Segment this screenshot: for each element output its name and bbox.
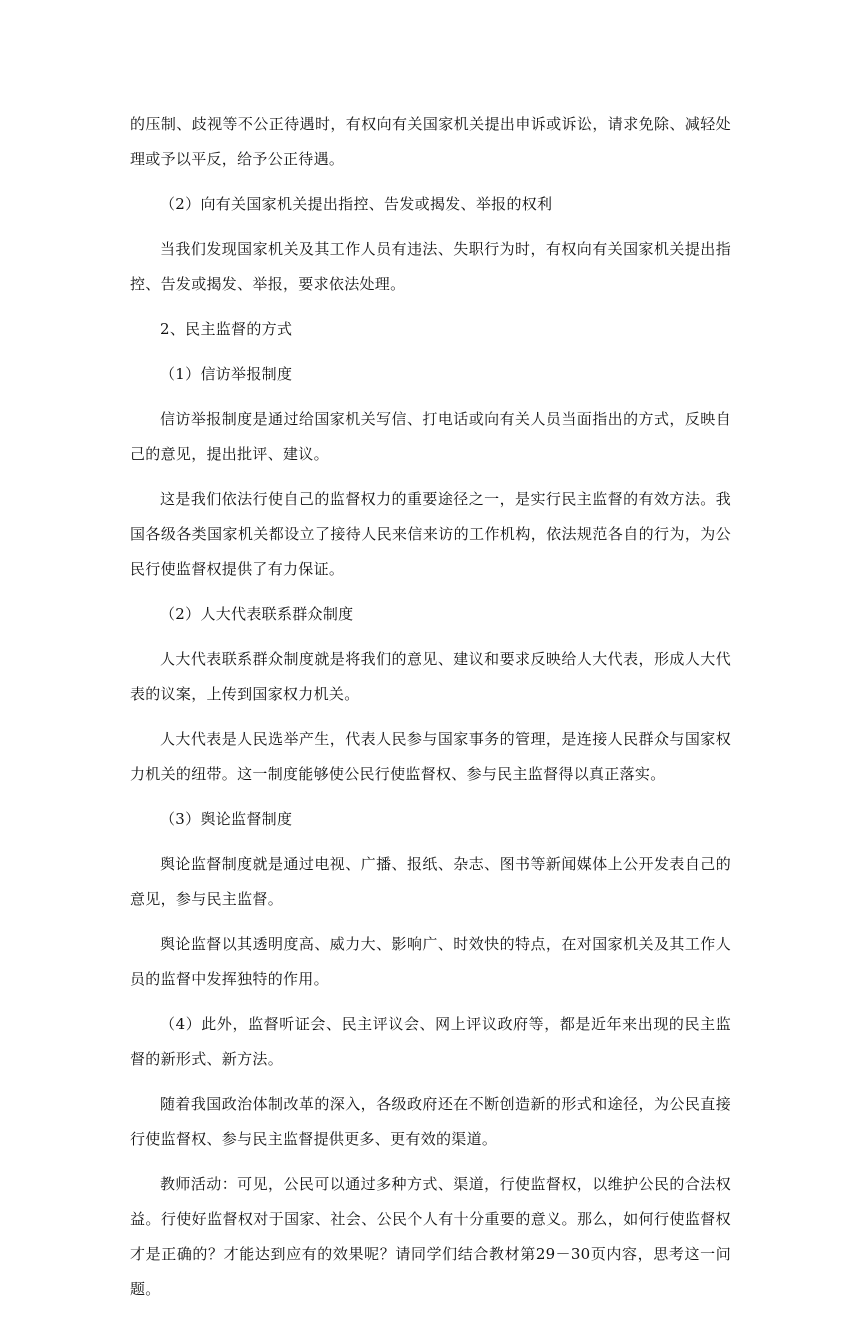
document-page: [130, 107, 731, 1317]
paragraph-12: 舆论监督制度就是通过电视、广播、报纸、杂志、图书等新闻媒体上公开发表自己的意见，参与民主监督。: [130, 855, 731, 908]
paragraph-1: 的压制、歧视等不公正待遇时，有权向有关国家机关提出申诉或诉讼，请求免除、减轻处理或予以平反，给予公正待遇。: [130, 115, 731, 168]
subheading-public-opinion-supervision: （3）舆论监督制度: [160, 810, 293, 828]
paragraph-7: 这是我们依法行使自己的监督权力的重要途径之一，是实行民主监督的有效方法。我国各级各类国家机关都设立了接待人民来信来访的工作机构，依法规范各自的行为，为公民行使监督权提供了有力保证。: [130, 490, 731, 578]
paragraph-14: （4）此外，监督听证会、民主评议会、网上评议政府等，都是近年来出现的民主监督的新形式、新方法。: [130, 1015, 731, 1068]
paragraph-10: 人大代表是人民选举产生，代表人民参与国家事务的管理，是连接人民群众与国家权力机关的纽带。这一制度能够使公民行使监督权、参与民主监督得以真正落实。: [130, 730, 731, 783]
subheading-petition-report-system: （1）信访举报制度: [160, 365, 293, 383]
paragraph-teacher-activity: 教师活动：可见，公民可以通过多种方式、渠道，行使监督权，以维护公民的合法权益。行使好监督权对于国家、社会、公民个人有十分重要的意义。那么，如何行使监督权才是正确的？才能达到应有的效果呢？请同学们结合教材第29－30页内容，思考这一问题。: [130, 1175, 731, 1298]
section-heading-democratic-supervision-methods: 2、民主监督的方式: [160, 320, 293, 338]
paragraph-15: 随着我国政治体制改革的深入，各级政府还在不断创造新的形式和途径，为公民直接行使监督权、参与民主监督提供更多、更有效的渠道。: [130, 1095, 731, 1148]
subheading-npc-deputy-contact-system: （2）人大代表联系群众制度: [160, 605, 354, 623]
paragraph-13: 舆论监督以其透明度高、威力大、影响广、时效快的特点，在对国家机关及其工作人员的监督中发挥独特的作用。: [130, 935, 731, 988]
subheading-2: （2）向有关国家机关提出指控、告发或揭发、举报的权利: [160, 195, 553, 213]
paragraph-9: 人大代表联系群众制度就是将我们的意见、建议和要求反映给人大代表，形成人大代表的议案，上传到国家权力机关。: [130, 650, 731, 703]
paragraph-3: 当我们发现国家机关及其工作人员有违法、失职行为时，有权向有关国家机关提出指控、告发或揭发、举报，要求依法处理。: [130, 240, 731, 293]
paragraph-6: 信访举报制度是通过给国家机关写信、打电话或向有关人员当面指出的方式，反映自己的意见，提出批评、建议。: [130, 410, 731, 463]
